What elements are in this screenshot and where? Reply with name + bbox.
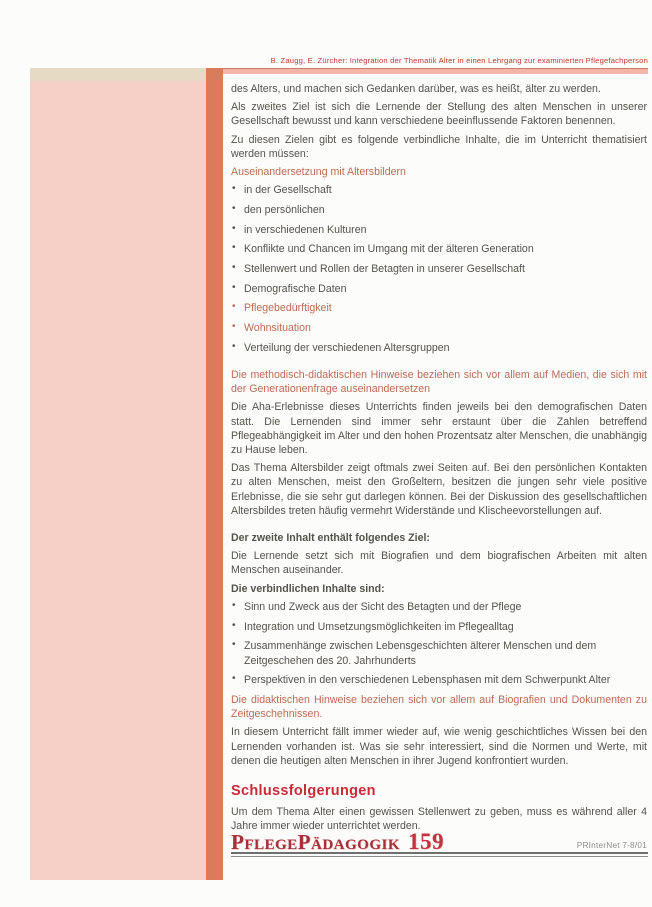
bullet-item: • Verteilung der verschiedenen Altersgruppen: [232, 340, 450, 354]
bullet-item: • Perspektiven in den verschiedenen Lebensphasen mit dem Schwerpunkt Alter: [232, 673, 611, 687]
body-paragraph: Die didaktischen Hinweise beziehen sich vor allem auf Biografien und Dokumenten zu Zeitgeschehnissen.: [231, 693, 647, 721]
bullet-dot-icon: •: [232, 281, 236, 293]
bullet-item: • Stellenwert und Rollen der Betagten in unserer Gesellschaft: [232, 262, 525, 276]
body-paragraph: Zu diesen Zielen gibt es folgende verbindliche Inhalte, die im Unterricht thematisiert werden müssen:: [231, 133, 647, 160]
bullet-list-altersbilder: [231, 183, 647, 355]
bullet-dot-icon: •: [232, 321, 236, 333]
bullet-dot-icon: •: [232, 183, 236, 195]
body-paragraph: Als zweites Ziel ist sich die Lernende der Stellung des alten Menschen in unserer Gesellschaft bewusst und kann verschiedene beeinflussende Faktoren benennen.: [231, 101, 647, 128]
bullet-list-inhalte: [231, 600, 647, 688]
bullet-dot-icon: •: [232, 301, 236, 313]
body-paragraph: Die methodisch-didaktischen Hinweise beziehen sich vor allem auf Medien, die sich mit der Generationenfrage auseinandersetzen: [231, 369, 647, 396]
bullet-item: • Zusammenhänge zwischen Lebensgeschichten älterer Menschen und dem Zeitgeschehen des 20. Jahrhunderts: [232, 639, 597, 667]
page-footer: [231, 831, 648, 859]
body-paragraph: Die Lernende setzt sich mit Biografien und dem biografischen Arbeiten mit alten Menschen auseinander.: [231, 550, 647, 577]
body-paragraph: In diesem Unterricht fällt immer wieder auf, wie wenig geschichtliches Wissen bei den Lernenden vorhanden ist. Was sie sehr interessiert, sind die Normen und Werte, mit denen die heutigen alten Menschen in ihrer Jugend konfrontiert wurden.: [231, 726, 647, 767]
sidebar-stripe: [206, 68, 223, 880]
body-paragraph: Die Aha-Erlebnisse dieses Unterrichts finden jeweils bei den demografischen Daten statt. Die Lernenden sind immer sehr erstaunt über die Zahlen betreffend Pflegeabhängigkeit im Alter und den hohen Prozentsatz alter Menschen, die unabhängig zu Hause leben.: [231, 401, 647, 457]
bullet-dot-icon: •: [232, 673, 236, 685]
bullet-item: • Demografische Daten: [232, 281, 347, 295]
body-paragraph: Der zweite Inhalt enthält folgendes Ziel:: [231, 532, 430, 545]
bullet-item: • Sinn und Zweck aus der Sicht des Betagten und der Pflege: [232, 599, 522, 613]
body-paragraph: Das Thema Altersbilder zeigt oftmals zwei Seiten auf. Bei den persönlichen Kontakten zu alten Menschen, meist den Großeltern, besitzen die jungen sehr viele positive Erlebnisse, die sie sehr gut darlegen können. Bei der Diskussion des gesellschaftlichen Altersbildes treten häufig vermehrt Widerstände und Klischeevorstellungen auf.: [231, 462, 647, 517]
conclusion-heading: Schlussfolgerungen: [231, 782, 376, 799]
body-paragraph: Die verbindlichen Inhalte sind:: [231, 582, 385, 595]
bullet-item: • in der Gesellschaft: [232, 183, 332, 197]
bullet-dot-icon: •: [232, 340, 236, 352]
bullet-dot-icon: •: [232, 599, 236, 611]
bullet-dot-icon: •: [232, 262, 236, 274]
bullet-dot-icon: •: [232, 639, 236, 651]
article-body: [231, 82, 647, 838]
header-underline-band: [183, 68, 648, 74]
bullet-item: • Pflegebedürftigkeit: [232, 301, 332, 315]
issue-label: PRInterNet 7-8/01: [576, 840, 647, 850]
footer-brand: PflegePädagogik 159: [231, 829, 445, 854]
body-paragraph: Um dem Thema Alter einen gewissen Stellenwert zu geben, muss es während aller 4 Jahre immer wieder unterrichtet werden.: [231, 806, 647, 833]
bullet-item: • Wohnsituation: [232, 321, 311, 335]
subheading-altersbilder: Auseinandersetzung mit Altersbildern: [231, 166, 406, 179]
bullet-item: • Konflikte und Chancen im Umgang mit der älteren Generation: [232, 242, 534, 256]
sidebar-top-strip: [30, 68, 206, 81]
bullet-item: • den persönlichen: [232, 202, 325, 216]
header-citation: B. Zaugg, E. Zürcher: Integration der Thematik Alter in einen Lehrgang zur examinierten Pflegefachperson: [270, 56, 648, 65]
sidebar-panel: [30, 68, 206, 880]
bullet-dot-icon: •: [232, 222, 236, 234]
bullet-item: • in verschiedenen Kulturen: [232, 222, 367, 236]
bullet-dot-icon: •: [232, 202, 236, 214]
body-paragraph: des Alters, und machen sich Gedanken darüber, was es heißt, älter zu werden.: [231, 83, 601, 95]
page-number: 159: [408, 829, 445, 854]
bullet-item: • Integration und Umsetzungsmöglichkeiten im Pflegealltag: [232, 619, 514, 633]
bullet-dot-icon: •: [232, 242, 236, 254]
bullet-dot-icon: •: [232, 619, 236, 631]
